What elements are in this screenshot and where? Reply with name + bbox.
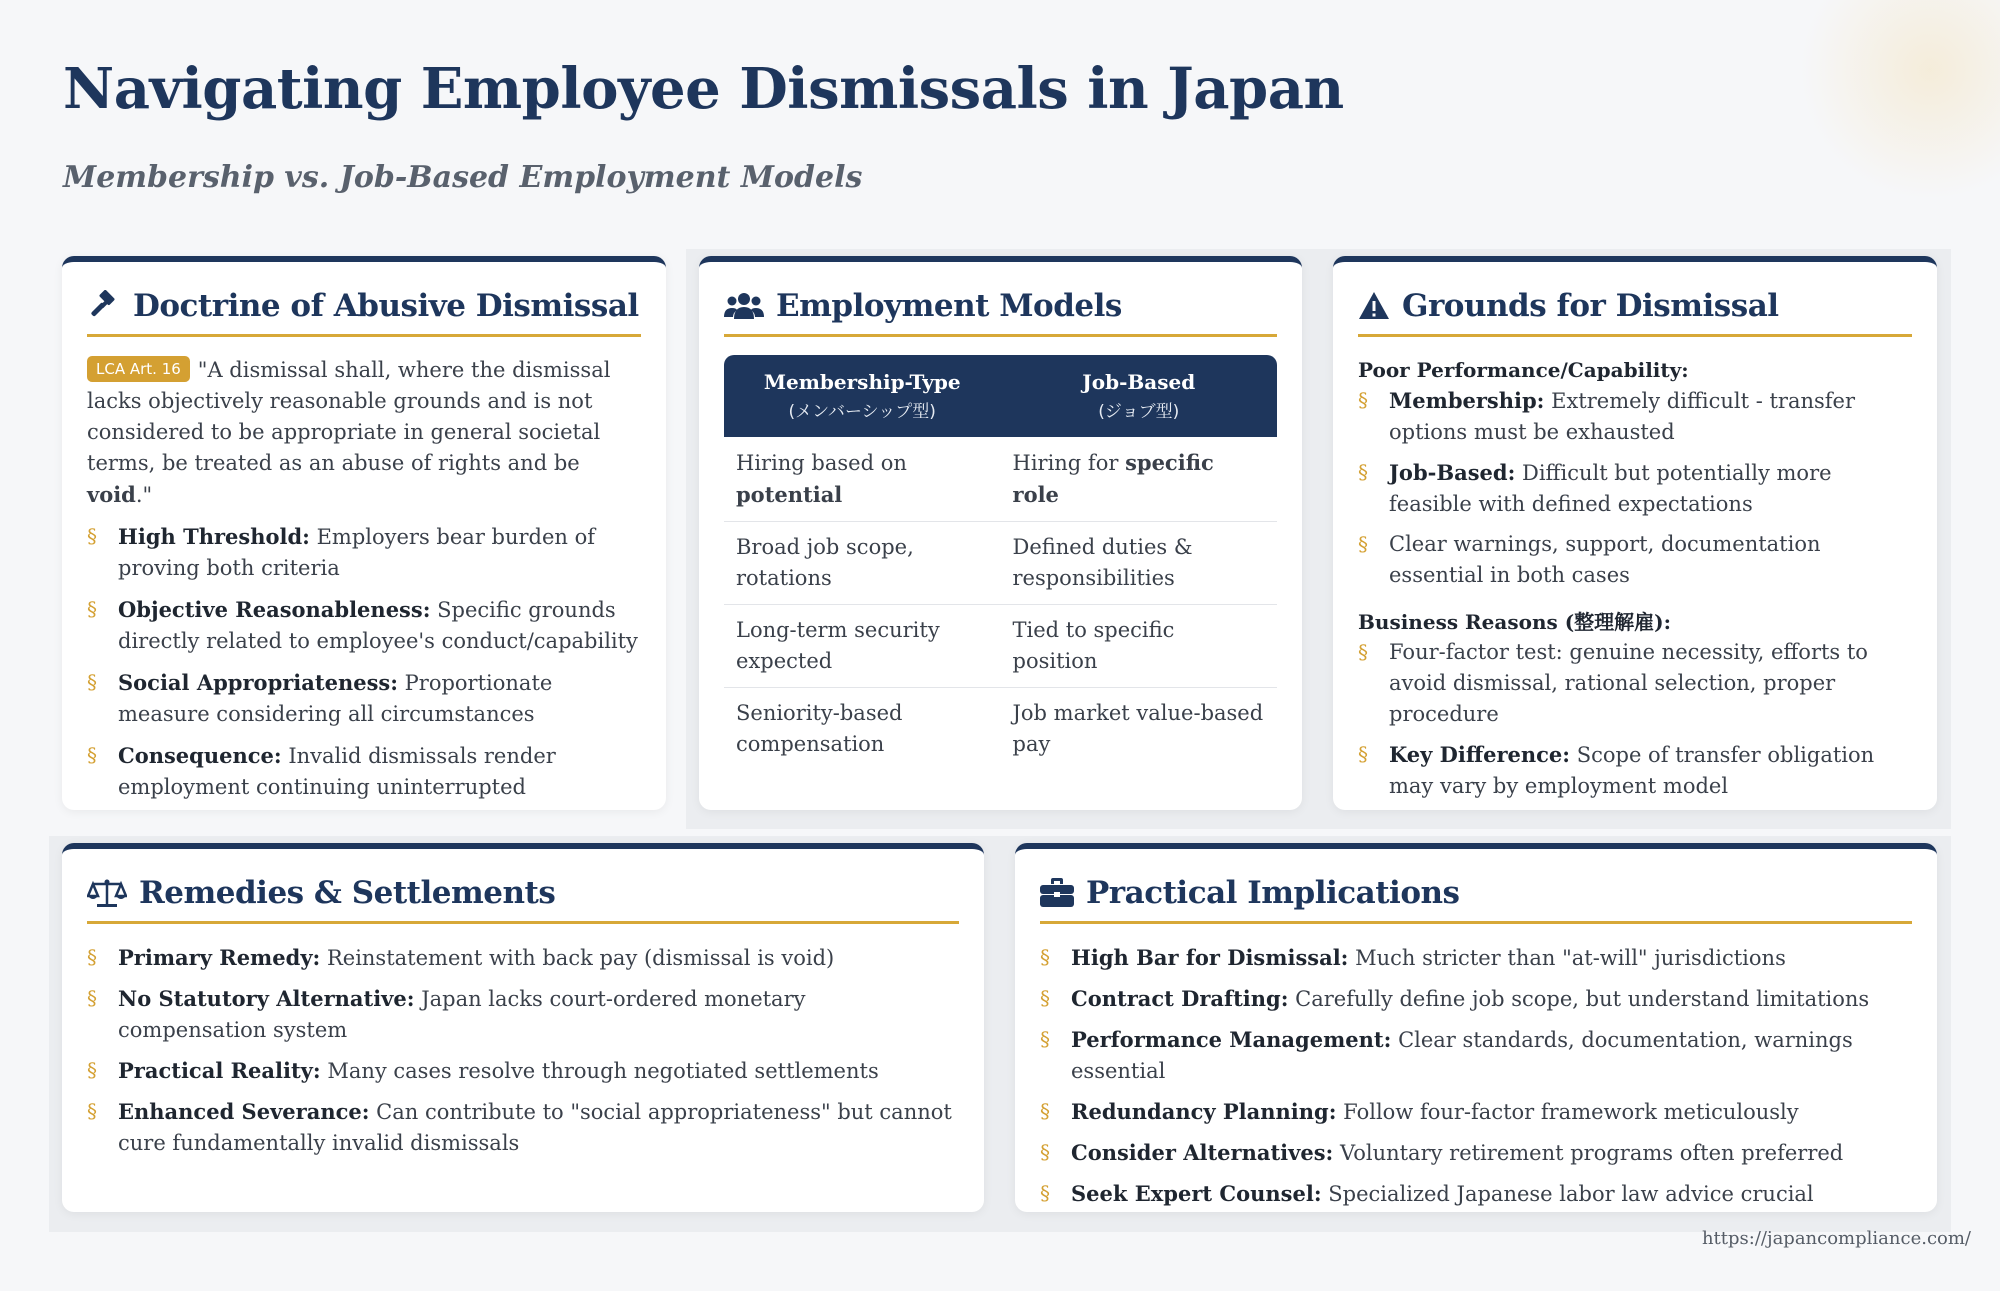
section-bullet-icon: § <box>1358 388 1368 412</box>
grounds-title: Grounds for Dismissal <box>1402 288 1779 324</box>
page-subtitle: Membership vs. Job-Based Employment Models <box>63 160 863 195</box>
list-item: § Performance Management: Clear standards, documentation, warnings essential <box>1040 1024 1912 1087</box>
footer-url[interactable]: https://japancompliance.com/ <box>1701 1228 1971 1249</box>
doctrine-header <box>87 288 641 337</box>
models-card <box>699 256 1302 810</box>
list-item: § Primary Remedy: Reinstatement with back pay (dismissal is void) <box>87 942 959 974</box>
practical-title: Practical Implications <box>1086 875 1460 911</box>
list-item: § Enhanced Severance: Can contribute to "social appropriateness" but cannot cure fundamentally invalid dismissals <box>87 1096 959 1159</box>
section-bullet-icon: § <box>87 945 97 969</box>
column-header-membership: Membership-Type (メンバーシップ型) <box>724 355 1001 437</box>
page-title: Navigating Employee Dismissals in Japan <box>63 56 1344 122</box>
list-item: § Contract Drafting: Carefully define job scope, but understand limitations <box>1040 983 1912 1015</box>
quote-text: "A dismissal shall, where the dismissal lacks objectively reasonable grounds and is not considered to be appropriate in general societal terms, be treated as an abuse of rights and be <box>87 358 611 475</box>
list-item: § Redundancy Planning: Follow four-factor framework meticulously <box>1040 1096 1912 1128</box>
column-header-job-based: Job-Based (ジョブ型) <box>1001 355 1278 437</box>
quote-void: void <box>87 482 136 507</box>
lca-quote <box>87 355 641 511</box>
section-bullet-icon: § <box>1358 460 1368 484</box>
doctrine-card <box>62 256 666 810</box>
remedies-title: Remedies & Settlements <box>139 875 556 911</box>
section-bullet-icon: § <box>1358 532 1368 556</box>
list-item: § Clear warnings, support, documentation essential in both cases <box>1358 529 1912 591</box>
list-item: § Seek Expert Counsel: Specialized Japanese labor law advice crucial <box>1040 1178 1912 1210</box>
section-bullet-icon: § <box>1040 986 1050 1010</box>
list-item: § Practical Reality: Many cases resolve through negotiated settlements <box>87 1055 959 1087</box>
list-item: § Four-factor test: genuine necessity, efforts to avoid dismissal, rational selection, proper procedure <box>1358 637 1912 730</box>
models-table <box>724 355 1277 770</box>
warning-icon <box>1358 291 1390 321</box>
list-item: § Membership: Extremely difficult - transfer options must be exhausted <box>1358 385 1912 448</box>
performance-bullets <box>1358 385 1912 591</box>
section-bullet-icon: § <box>87 743 97 767</box>
section-bullet-icon: § <box>87 524 97 548</box>
practical-header <box>1040 875 1912 924</box>
section-bullet-icon: § <box>87 597 97 621</box>
quote-end: ." <box>135 483 153 507</box>
scale-icon <box>87 878 127 908</box>
practical-card <box>1015 843 1937 1212</box>
remedies-header <box>87 875 959 924</box>
business-reasons-label: Business Reasons (整理解雇): <box>1358 610 1672 634</box>
section-bullet-icon: § <box>1040 945 1050 969</box>
briefcase-icon <box>1040 878 1074 908</box>
corner-glow <box>1800 0 2000 200</box>
business-bullets <box>1358 637 1912 802</box>
list-item: § Key Difference: Scope of transfer obligation may vary by employment model <box>1358 739 1912 802</box>
remedies-bullets <box>87 942 959 1159</box>
remedies-card <box>62 843 984 1212</box>
list-item: § High Threshold: Employers bear burden of proving both criteria <box>87 521 641 584</box>
section-bullet-icon: § <box>1040 1181 1050 1205</box>
models-header <box>724 288 1277 337</box>
section-bullet-icon: § <box>87 1058 97 1082</box>
list-item: § Social Appropriateness: Proportionate measure considering all circumstances <box>87 667 641 730</box>
table-row: Broad job scope, rotations Defined duties & responsibilities <box>724 522 1277 605</box>
list-item: § No Statutory Alternative: Japan lacks court-ordered monetary compensation system <box>87 983 959 1046</box>
section-bullet-icon: § <box>87 1099 97 1123</box>
list-item: § Objective Reasonableness: Specific grounds directly related to employee's conduct/capability <box>87 594 641 657</box>
section-bullet-icon: § <box>1040 1099 1050 1123</box>
users-icon <box>724 291 764 321</box>
doctrine-bullets <box>87 521 641 803</box>
list-item: § Consequence: Invalid dismissals render employment continuing uninterrupted <box>87 740 641 803</box>
section-bullet-icon: § <box>1358 640 1368 664</box>
doctrine-title: Doctrine of Abusive Dismissal <box>133 288 639 324</box>
models-title: Employment Models <box>776 288 1122 324</box>
gavel-icon <box>87 290 121 322</box>
section-bullet-icon: § <box>1040 1027 1050 1051</box>
section-bullet-icon: § <box>87 670 97 694</box>
grounds-header <box>1358 288 1912 337</box>
performance-label: Poor Performance/Capability: <box>1358 358 1689 382</box>
list-item: § High Bar for Dismissal: Much stricter than "at-will" jurisdictions <box>1040 942 1912 974</box>
grounds-card <box>1333 256 1937 810</box>
table-row: Hiring based on potential Hiring for specific role <box>724 437 1277 522</box>
practical-bullets <box>1040 942 1912 1210</box>
list-item: § Consider Alternatives: Voluntary retirement programs often preferred <box>1040 1137 1912 1169</box>
list-item: § Job-Based: Difficult but potentially more feasible with defined expectations <box>1358 457 1912 520</box>
table-row: Seniority-based compensation Job market value-based pay <box>736 701 1264 756</box>
section-bullet-icon: § <box>1040 1140 1050 1164</box>
lca-badge: LCA Art. 16 <box>87 356 190 382</box>
section-bullet-icon: § <box>87 986 97 1010</box>
section-bullet-icon: § <box>1358 742 1368 766</box>
table-row: Long-term security expected Tied to specific position <box>724 605 1277 688</box>
